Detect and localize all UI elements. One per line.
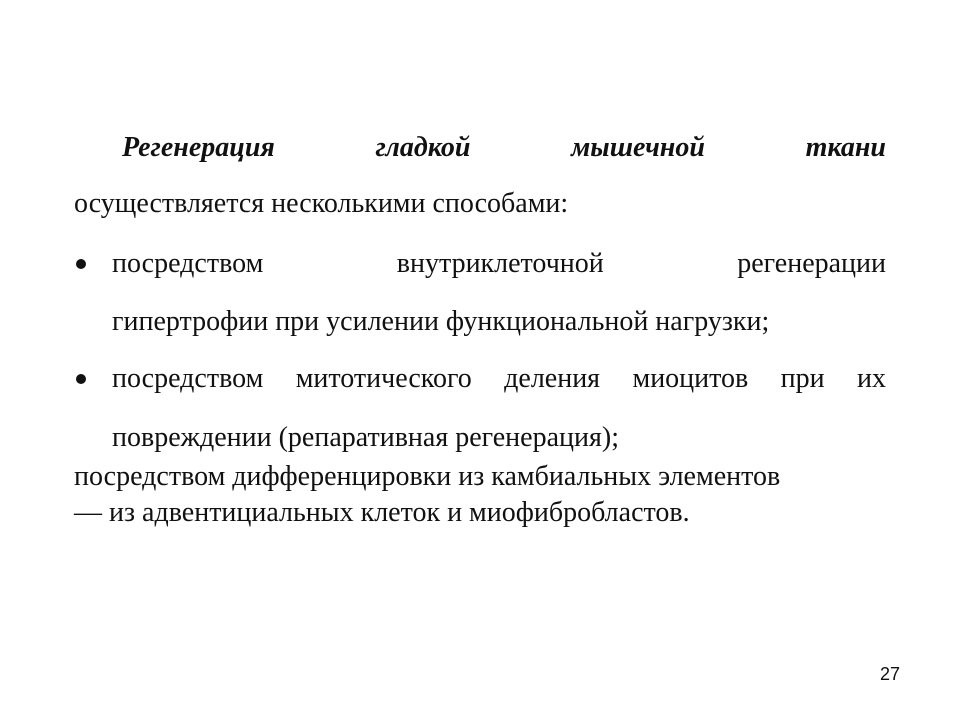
final-line-2: — из адвентициальных клеток и миофибробластов.	[74, 497, 690, 528]
bullet-2-line-1	[112, 362, 886, 396]
final-line-1: посредством дифференцировки из камбиальных элементов	[74, 461, 781, 492]
bullet-icon	[76, 259, 86, 269]
bullet-2-word: деления	[504, 363, 601, 394]
bullet-2-word: посредством	[112, 363, 264, 394]
page-number: 27	[879, 664, 901, 684]
heading-word: Регенерация	[122, 132, 275, 163]
intro-heading-line	[122, 131, 886, 165]
bullet-1-line-1	[112, 247, 886, 281]
bullet-1-word: регенерации	[737, 248, 886, 279]
bullet-icon	[76, 374, 86, 384]
bullet-1-word: внутриклеточной	[396, 248, 604, 279]
bullet-2-line-2: повреждении (репаративная регенерация);	[112, 422, 619, 453]
intro-line-2: осуществляется несколькими способами:	[74, 188, 569, 219]
bullet-1-word: посредством	[112, 248, 264, 279]
bullet-2-word: их	[857, 363, 886, 394]
heading-word: мышечной	[571, 132, 705, 163]
bullet-2-word: митотического	[295, 363, 472, 394]
bullet-1-line-2: гипертрофии при усилении функциональной нагрузки;	[112, 306, 770, 337]
bullet-2-word: миоцитов	[632, 363, 749, 394]
heading-word: ткани	[805, 132, 886, 163]
bullet-2-word: при	[780, 363, 825, 394]
heading-word: гладкой	[375, 132, 471, 163]
